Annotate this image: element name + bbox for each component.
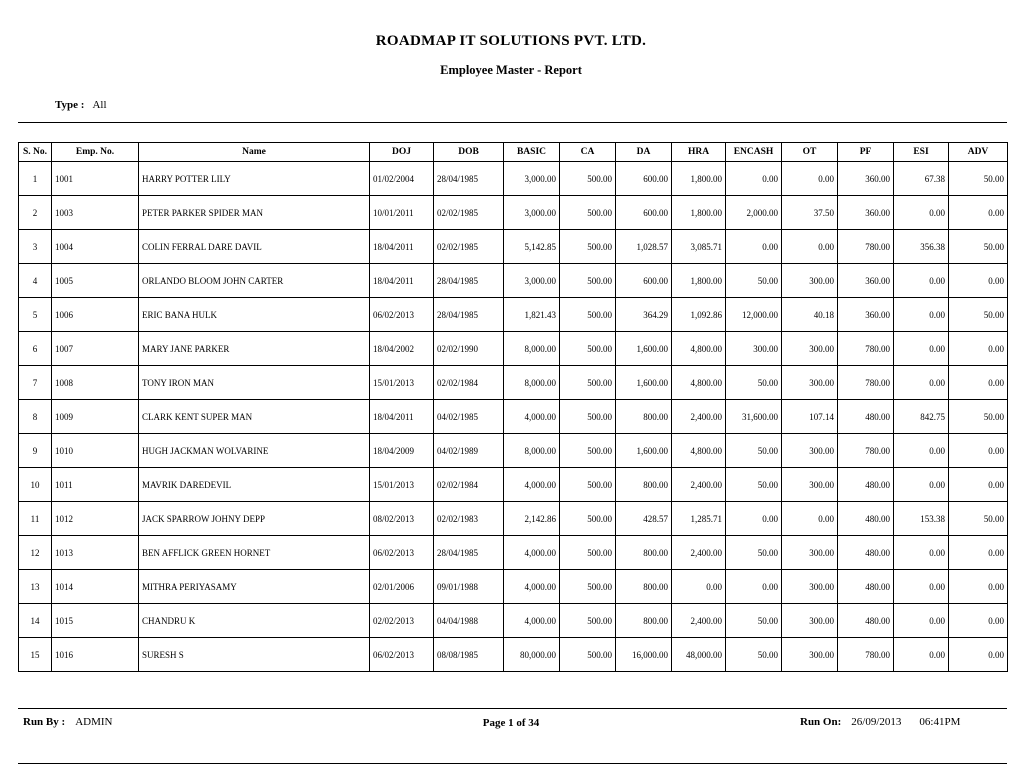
run-on — [800, 716, 960, 728]
cell-basic: 4,000.00 — [504, 536, 560, 570]
bottom-divider — [18, 708, 1007, 709]
cell-doj: 10/01/2011 — [370, 196, 434, 230]
cell-da: 16,000.00 — [616, 638, 672, 672]
table-row — [19, 366, 1008, 400]
cell-da: 600.00 — [616, 264, 672, 298]
cell-esi: 356.38 — [894, 230, 949, 264]
cell-ca: 500.00 — [560, 434, 616, 468]
cell-basic: 2,142.86 — [504, 502, 560, 536]
cell-encash: 31,600.00 — [726, 400, 782, 434]
column-header-dob: DOB — [434, 143, 504, 162]
cell-adv: 0.00 — [949, 264, 1008, 298]
cell-esi: 0.00 — [894, 468, 949, 502]
cell-basic: 1,821.43 — [504, 298, 560, 332]
cell-da: 800.00 — [616, 400, 672, 434]
cell-name: MITHRA PERIYASAMY — [139, 570, 370, 604]
table-row — [19, 638, 1008, 672]
cell-hra: 2,400.00 — [672, 400, 726, 434]
cell-basic: 4,000.00 — [504, 468, 560, 502]
cell-adv: 0.00 — [949, 332, 1008, 366]
cell-doj: 02/01/2006 — [370, 570, 434, 604]
cell-dob: 02/02/1990 — [434, 332, 504, 366]
cell-emp-no: 1006 — [52, 298, 139, 332]
run-by-value: ADMIN — [75, 716, 113, 728]
page-end-divider — [18, 763, 1007, 764]
cell-basic: 3,000.00 — [504, 196, 560, 230]
cell-sno: 7 — [19, 366, 52, 400]
column-header-da: DA — [616, 143, 672, 162]
top-divider — [18, 122, 1007, 123]
cell-encash: 300.00 — [726, 332, 782, 366]
cell-name: JACK SPARROW JOHNY DEPP — [139, 502, 370, 536]
cell-esi: 67.38 — [894, 162, 949, 196]
cell-ca: 500.00 — [560, 366, 616, 400]
run-on-time: 06:41PM — [919, 716, 961, 728]
cell-doj: 02/02/2013 — [370, 604, 434, 638]
cell-ot: 107.14 — [782, 400, 838, 434]
cell-pf: 780.00 — [838, 638, 894, 672]
cell-dob: 02/02/1985 — [434, 230, 504, 264]
cell-ca: 500.00 — [560, 502, 616, 536]
table-body — [19, 162, 1008, 672]
cell-pf: 480.00 — [838, 570, 894, 604]
cell-da: 1,600.00 — [616, 332, 672, 366]
cell-hra: 1,800.00 — [672, 196, 726, 230]
cell-esi: 153.38 — [894, 502, 949, 536]
cell-hra: 2,400.00 — [672, 536, 726, 570]
table-row — [19, 264, 1008, 298]
cell-encash: 12,000.00 — [726, 298, 782, 332]
type-filter — [55, 99, 107, 111]
company-name: ROADMAP IT SOLUTIONS PVT. LTD. — [375, 33, 647, 49]
cell-esi: 0.00 — [894, 434, 949, 468]
cell-emp-no: 1003 — [52, 196, 139, 230]
cell-adv: 50.00 — [949, 230, 1008, 264]
cell-da: 364.29 — [616, 298, 672, 332]
cell-doj: 18/04/2009 — [370, 434, 434, 468]
cell-da: 428.57 — [616, 502, 672, 536]
cell-hra: 4,800.00 — [672, 366, 726, 400]
cell-da: 1,028.57 — [616, 230, 672, 264]
cell-emp-no: 1013 — [52, 536, 139, 570]
column-header-esi: ESI — [894, 143, 949, 162]
column-header-hra: HRA — [672, 143, 726, 162]
cell-doj: 08/02/2013 — [370, 502, 434, 536]
cell-dob: 02/02/1984 — [434, 468, 504, 502]
cell-adv: 0.00 — [949, 536, 1008, 570]
cell-ot: 300.00 — [782, 366, 838, 400]
cell-adv: 0.00 — [949, 434, 1008, 468]
cell-hra: 4,800.00 — [672, 434, 726, 468]
cell-adv: 50.00 — [949, 298, 1008, 332]
cell-dob: 28/04/1985 — [434, 264, 504, 298]
cell-esi: 0.00 — [894, 638, 949, 672]
cell-da: 600.00 — [616, 196, 672, 230]
cell-encash: 50.00 — [726, 264, 782, 298]
cell-dob: 04/02/1985 — [434, 400, 504, 434]
cell-name: HARRY POTTER LILY — [139, 162, 370, 196]
cell-ot: 0.00 — [782, 230, 838, 264]
cell-hra: 1,285.71 — [672, 502, 726, 536]
cell-ca: 500.00 — [560, 332, 616, 366]
cell-da: 800.00 — [616, 570, 672, 604]
cell-hra: 1,092.86 — [672, 298, 726, 332]
cell-adv: 0.00 — [949, 196, 1008, 230]
cell-ot: 300.00 — [782, 638, 838, 672]
cell-ca: 500.00 — [560, 536, 616, 570]
table-row — [19, 400, 1008, 434]
cell-da: 1,600.00 — [616, 434, 672, 468]
cell-dob: 09/01/1988 — [434, 570, 504, 604]
cell-esi: 0.00 — [894, 264, 949, 298]
table-row — [19, 536, 1008, 570]
cell-sno: 14 — [19, 604, 52, 638]
column-header-doj: DOJ — [370, 143, 434, 162]
cell-encash: 50.00 — [726, 468, 782, 502]
cell-emp-no: 1004 — [52, 230, 139, 264]
cell-sno: 12 — [19, 536, 52, 570]
cell-ca: 500.00 — [560, 638, 616, 672]
cell-esi: 0.00 — [894, 570, 949, 604]
table-row — [19, 196, 1008, 230]
column-header-ca: CA — [560, 143, 616, 162]
cell-basic: 8,000.00 — [504, 434, 560, 468]
cell-ca: 500.00 — [560, 298, 616, 332]
cell-hra: 48,000.00 — [672, 638, 726, 672]
cell-ot: 0.00 — [782, 162, 838, 196]
cell-sno: 3 — [19, 230, 52, 264]
cell-sno: 15 — [19, 638, 52, 672]
cell-ot: 300.00 — [782, 264, 838, 298]
cell-dob: 28/04/1985 — [434, 162, 504, 196]
cell-name: SURESH S — [139, 638, 370, 672]
cell-encash: 0.00 — [726, 570, 782, 604]
cell-ot: 300.00 — [782, 434, 838, 468]
cell-doj: 06/02/2013 — [370, 536, 434, 570]
cell-sno: 5 — [19, 298, 52, 332]
cell-encash: 0.00 — [726, 230, 782, 264]
cell-doj: 15/01/2013 — [370, 468, 434, 502]
cell-ot: 300.00 — [782, 332, 838, 366]
cell-emp-no: 1001 — [52, 162, 139, 196]
cell-name: TONY IRON MAN — [139, 366, 370, 400]
table-row — [19, 434, 1008, 468]
cell-doj: 18/04/2002 — [370, 332, 434, 366]
cell-ca: 500.00 — [560, 468, 616, 502]
cell-doj: 06/02/2013 — [370, 298, 434, 332]
cell-hra: 0.00 — [672, 570, 726, 604]
cell-doj: 18/04/2011 — [370, 230, 434, 264]
table-row — [19, 468, 1008, 502]
cell-encash: 50.00 — [726, 366, 782, 400]
cell-dob: 02/02/1983 — [434, 502, 504, 536]
cell-name: ORLANDO BLOOM JOHN CARTER — [139, 264, 370, 298]
cell-dob: 28/04/1985 — [434, 536, 504, 570]
cell-name: MARY JANE PARKER — [139, 332, 370, 366]
cell-name: CLARK KENT SUPER MAN — [139, 400, 370, 434]
cell-name: MAVRIK DAREDEVIL — [139, 468, 370, 502]
cell-ot: 300.00 — [782, 536, 838, 570]
cell-doj: 18/04/2011 — [370, 400, 434, 434]
cell-adv: 0.00 — [949, 638, 1008, 672]
cell-dob: 28/04/1985 — [434, 298, 504, 332]
cell-pf: 780.00 — [838, 332, 894, 366]
cell-pf: 780.00 — [838, 230, 894, 264]
table-row — [19, 502, 1008, 536]
cell-esi: 0.00 — [894, 298, 949, 332]
cell-name: COLIN FERRAL DARE DAVIL — [139, 230, 370, 264]
cell-emp-no: 1007 — [52, 332, 139, 366]
cell-doj: 15/01/2013 — [370, 366, 434, 400]
cell-pf: 480.00 — [838, 468, 894, 502]
cell-adv: 0.00 — [949, 570, 1008, 604]
cell-esi: 0.00 — [894, 196, 949, 230]
cell-adv: 0.00 — [949, 604, 1008, 638]
cell-dob: 04/04/1988 — [434, 604, 504, 638]
cell-esi: 0.00 — [894, 332, 949, 366]
cell-ca: 500.00 — [560, 400, 616, 434]
cell-adv: 50.00 — [949, 502, 1008, 536]
run-on-date: 26/09/2013 — [851, 716, 902, 728]
cell-adv: 50.00 — [949, 162, 1008, 196]
cell-ca: 500.00 — [560, 604, 616, 638]
cell-encash: 2,000.00 — [726, 196, 782, 230]
cell-sno: 4 — [19, 264, 52, 298]
cell-sno: 6 — [19, 332, 52, 366]
cell-sno: 9 — [19, 434, 52, 468]
column-header-basic: BASIC — [504, 143, 560, 162]
table-row — [19, 298, 1008, 332]
cell-basic: 4,000.00 — [504, 570, 560, 604]
cell-doj: 06/02/2013 — [370, 638, 434, 672]
cell-pf: 360.00 — [838, 264, 894, 298]
table-row — [19, 570, 1008, 604]
table-header-row — [19, 143, 1008, 162]
cell-sno: 2 — [19, 196, 52, 230]
cell-emp-no: 1012 — [52, 502, 139, 536]
run-on-label: Run On: — [800, 716, 842, 728]
table-row — [19, 332, 1008, 366]
cell-esi: 842.75 — [894, 400, 949, 434]
cell-ot: 0.00 — [782, 502, 838, 536]
cell-pf: 360.00 — [838, 162, 894, 196]
cell-basic: 4,000.00 — [504, 604, 560, 638]
cell-hra: 1,800.00 — [672, 264, 726, 298]
cell-encash: 50.00 — [726, 536, 782, 570]
cell-ca: 500.00 — [560, 162, 616, 196]
cell-pf: 480.00 — [838, 502, 894, 536]
cell-encash: 50.00 — [726, 434, 782, 468]
cell-basic: 4,000.00 — [504, 400, 560, 434]
cell-ca: 500.00 — [560, 570, 616, 604]
cell-pf: 480.00 — [838, 536, 894, 570]
cell-encash: 50.00 — [726, 638, 782, 672]
cell-doj: 18/04/2011 — [370, 264, 434, 298]
column-header-sno: S. No. — [19, 143, 52, 162]
cell-pf: 480.00 — [838, 604, 894, 638]
page-info: Page 1 of 34 — [482, 717, 540, 729]
employee-table — [18, 142, 1008, 672]
column-header-name: Name — [139, 143, 370, 162]
cell-basic: 5,142.85 — [504, 230, 560, 264]
cell-name: HUGH JACKMAN WOLVARINE — [139, 434, 370, 468]
cell-encash: 50.00 — [726, 604, 782, 638]
cell-hra: 1,800.00 — [672, 162, 726, 196]
cell-pf: 480.00 — [838, 400, 894, 434]
column-header-adv: ADV — [949, 143, 1008, 162]
cell-sno: 13 — [19, 570, 52, 604]
cell-sno: 8 — [19, 400, 52, 434]
cell-sno: 1 — [19, 162, 52, 196]
cell-basic: 3,000.00 — [504, 162, 560, 196]
table-row — [19, 604, 1008, 638]
cell-ot: 300.00 — [782, 468, 838, 502]
cell-da: 800.00 — [616, 604, 672, 638]
column-header-encash: ENCASH — [726, 143, 782, 162]
cell-adv: 0.00 — [949, 366, 1008, 400]
cell-emp-no: 1010 — [52, 434, 139, 468]
cell-adv: 0.00 — [949, 468, 1008, 502]
cell-basic: 3,000.00 — [504, 264, 560, 298]
cell-doj: 01/02/2004 — [370, 162, 434, 196]
cell-basic: 8,000.00 — [504, 366, 560, 400]
cell-name: BEN AFFLICK GREEN HORNET — [139, 536, 370, 570]
cell-hra: 3,085.71 — [672, 230, 726, 264]
cell-pf: 360.00 — [838, 298, 894, 332]
cell-esi: 0.00 — [894, 536, 949, 570]
cell-ot: 37.50 — [782, 196, 838, 230]
cell-hra: 4,800.00 — [672, 332, 726, 366]
cell-pf: 360.00 — [838, 196, 894, 230]
cell-hra: 2,400.00 — [672, 468, 726, 502]
cell-esi: 0.00 — [894, 604, 949, 638]
run-by-label: Run By : — [23, 716, 66, 728]
column-header-ot: OT — [782, 143, 838, 162]
cell-emp-no: 1016 — [52, 638, 139, 672]
cell-ot: 300.00 — [782, 570, 838, 604]
cell-basic: 80,000.00 — [504, 638, 560, 672]
cell-encash: 0.00 — [726, 502, 782, 536]
cell-ca: 500.00 — [560, 230, 616, 264]
cell-adv: 50.00 — [949, 400, 1008, 434]
cell-esi: 0.00 — [894, 366, 949, 400]
cell-sno: 11 — [19, 502, 52, 536]
column-header-pf: PF — [838, 143, 894, 162]
table-row — [19, 162, 1008, 196]
cell-dob: 08/08/1985 — [434, 638, 504, 672]
cell-pf: 780.00 — [838, 366, 894, 400]
cell-name: ERIC BANA HULK — [139, 298, 370, 332]
cell-pf: 780.00 — [838, 434, 894, 468]
cell-sno: 10 — [19, 468, 52, 502]
cell-dob: 02/02/1985 — [434, 196, 504, 230]
cell-da: 800.00 — [616, 468, 672, 502]
cell-emp-no: 1014 — [52, 570, 139, 604]
cell-emp-no: 1015 — [52, 604, 139, 638]
cell-hra: 2,400.00 — [672, 604, 726, 638]
cell-dob: 04/02/1989 — [434, 434, 504, 468]
cell-emp-no: 1005 — [52, 264, 139, 298]
cell-da: 600.00 — [616, 162, 672, 196]
cell-ca: 500.00 — [560, 264, 616, 298]
column-header-emp-no: Emp. No. — [52, 143, 139, 162]
table-row — [19, 230, 1008, 264]
cell-dob: 02/02/1984 — [434, 366, 504, 400]
cell-emp-no: 1008 — [52, 366, 139, 400]
cell-encash: 0.00 — [726, 162, 782, 196]
cell-name: CHANDRU K — [139, 604, 370, 638]
cell-ot: 40.18 — [782, 298, 838, 332]
type-value: All — [92, 99, 107, 111]
cell-ca: 500.00 — [560, 196, 616, 230]
cell-da: 800.00 — [616, 536, 672, 570]
cell-name: PETER PARKER SPIDER MAN — [139, 196, 370, 230]
cell-da: 1,600.00 — [616, 366, 672, 400]
cell-emp-no: 1009 — [52, 400, 139, 434]
cell-ot: 300.00 — [782, 604, 838, 638]
report-title: Employee Master - Report — [440, 63, 582, 77]
type-label: Type : — [55, 99, 85, 111]
cell-basic: 8,000.00 — [504, 332, 560, 366]
cell-emp-no: 1011 — [52, 468, 139, 502]
